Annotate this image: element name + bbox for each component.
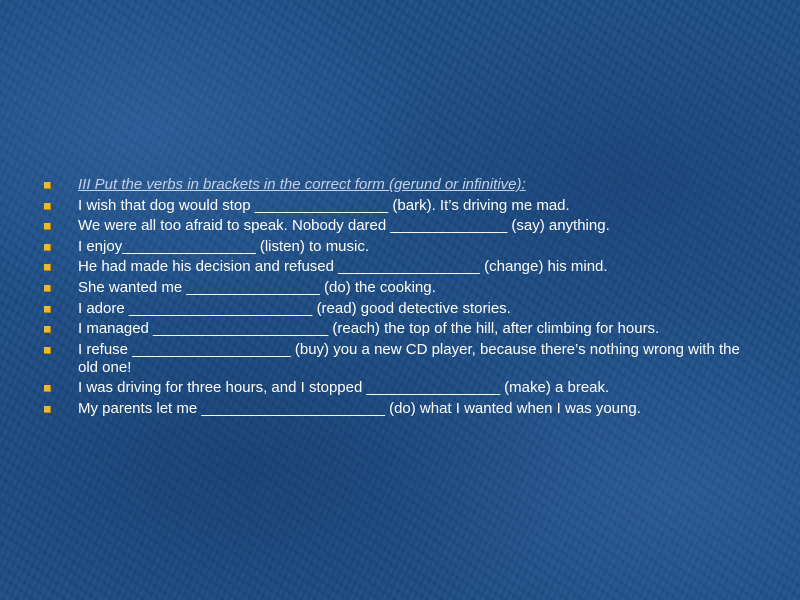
sentence-text: I refuse ___________________ (buy) you a new CD player, because there’s nothing wrong with the old one! bbox=[78, 340, 740, 376]
square-bullet-icon bbox=[44, 385, 51, 392]
list-item bbox=[44, 320, 759, 338]
sentence-text: I was driving for three hours, and I stopped ________________ (make) a break. bbox=[78, 379, 610, 397]
list-item bbox=[44, 197, 759, 215]
sentence-text: I managed _____________________ (reach) the top of the hill, after climbing for hours. bbox=[78, 320, 660, 338]
exercise-list bbox=[44, 176, 759, 418]
list-item bbox=[44, 400, 759, 418]
exercise-heading-text: III Put the verbs in brackets in the correct form (gerund or infinitive): bbox=[78, 176, 526, 193]
sentence-text: My parents let me ______________________ (do) what I wanted when I was young. bbox=[78, 399, 641, 417]
list-item bbox=[44, 258, 759, 276]
square-bullet-icon bbox=[44, 306, 51, 313]
sentence-text: I enjoy________________ (listen) to music. bbox=[78, 237, 370, 255]
sentence-text: I wish that dog would stop ________________ (bark). It’s driving me mad. bbox=[78, 196, 570, 214]
square-bullet-icon bbox=[44, 347, 51, 354]
exercise-heading bbox=[44, 176, 759, 194]
sentence-text: She wanted me ________________ (do) the cooking. bbox=[78, 278, 436, 296]
list-item bbox=[44, 217, 759, 235]
square-bullet-icon bbox=[44, 244, 51, 251]
sentence-text: He had made his decision and refused _________________ (change) his mind. bbox=[78, 258, 608, 276]
exercise-content bbox=[44, 176, 759, 421]
square-bullet-icon bbox=[44, 223, 51, 230]
sentence-text: I adore ______________________ (read) good detective stories. bbox=[78, 299, 511, 317]
square-bullet-icon bbox=[44, 285, 51, 292]
list-item bbox=[44, 300, 759, 318]
list-item bbox=[44, 279, 759, 297]
square-bullet-icon bbox=[44, 326, 51, 333]
square-bullet-icon bbox=[44, 203, 51, 210]
sentence-text: We were all too afraid to speak. Nobody dared ______________ (say) anything. bbox=[78, 217, 610, 235]
list-item bbox=[44, 238, 759, 256]
list-item bbox=[44, 341, 759, 377]
square-bullet-icon bbox=[44, 406, 51, 413]
list-item bbox=[44, 379, 759, 397]
square-bullet-icon bbox=[44, 182, 51, 189]
square-bullet-icon bbox=[44, 264, 51, 271]
